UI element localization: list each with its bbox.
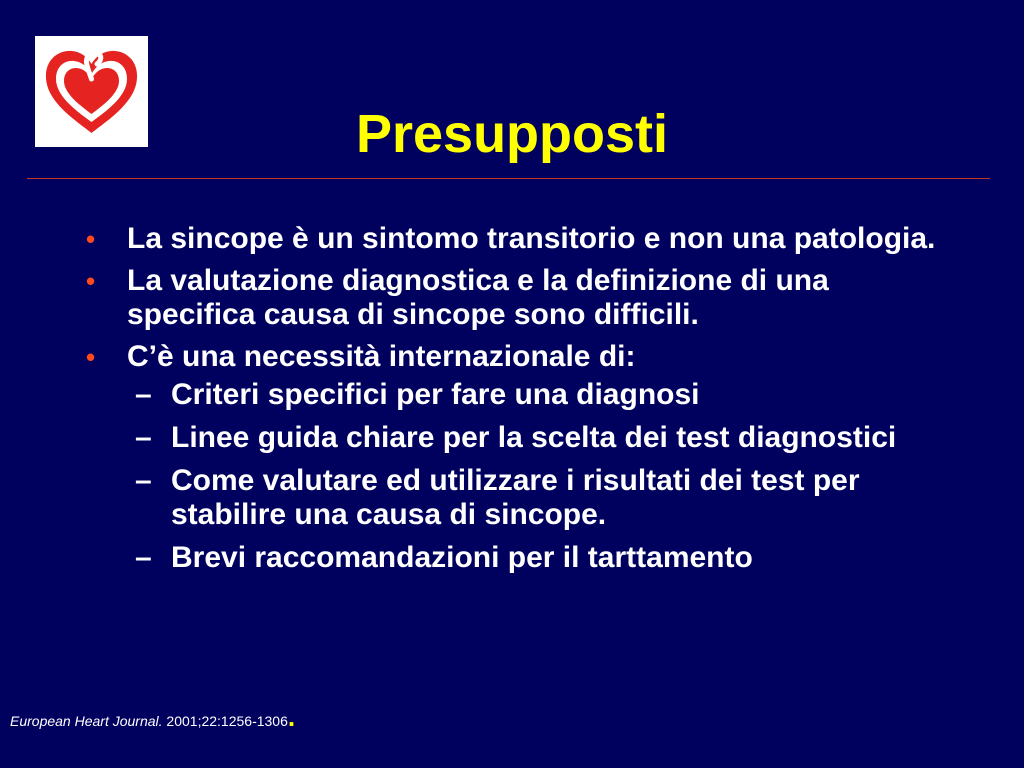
bullet-item	[83, 222, 963, 256]
sub-bullet-text: Criteri specifici per fare una diagnosi	[171, 378, 700, 411]
bullet-item	[83, 340, 963, 374]
bullet-marker: •	[86, 224, 96, 254]
sub-bullet-text: Brevi raccomandazioni per il tarttamento	[171, 541, 753, 574]
citation-journal: European Heart Journal.	[10, 713, 163, 729]
sub-bullet-list	[83, 378, 963, 575]
sub-bullet-item	[83, 541, 963, 575]
citation-reference: 2001;22:1256-1306	[162, 713, 288, 729]
slide-title: Presupposti	[355, 104, 669, 164]
bullet-marker: •	[86, 266, 96, 296]
sub-bullet-item	[83, 378, 963, 412]
bullet-text: La valutazione diagnostica e la definizione di una specifica causa di sincope sono difficili.	[127, 264, 829, 331]
sub-bullet-item	[83, 421, 963, 455]
sub-bullet-marker: –	[135, 464, 152, 497]
sub-bullet-item	[83, 464, 963, 532]
sub-bullet-text: Linee guida chiare per la scelta dei test diagnostici	[171, 421, 897, 454]
sub-bullet-text: Come valutare ed utilizzare i risultati dei test per stabilire una causa di sincope.	[171, 464, 860, 531]
sub-bullet-marker: –	[135, 421, 152, 454]
bullet-item	[83, 264, 963, 332]
citation-dot: .	[287, 702, 296, 732]
sub-bullet-marker: –	[135, 378, 152, 411]
bullet-marker: •	[86, 342, 96, 372]
citation	[10, 702, 296, 732]
bullet-text: C’è una necessità internazionale di:	[127, 340, 636, 373]
title-divider	[27, 178, 990, 179]
sub-bullet-marker: –	[135, 541, 152, 574]
bullet-list	[83, 222, 963, 584]
bullet-text: La sincope è un sintomo transitorio e non una patologia.	[127, 222, 936, 255]
